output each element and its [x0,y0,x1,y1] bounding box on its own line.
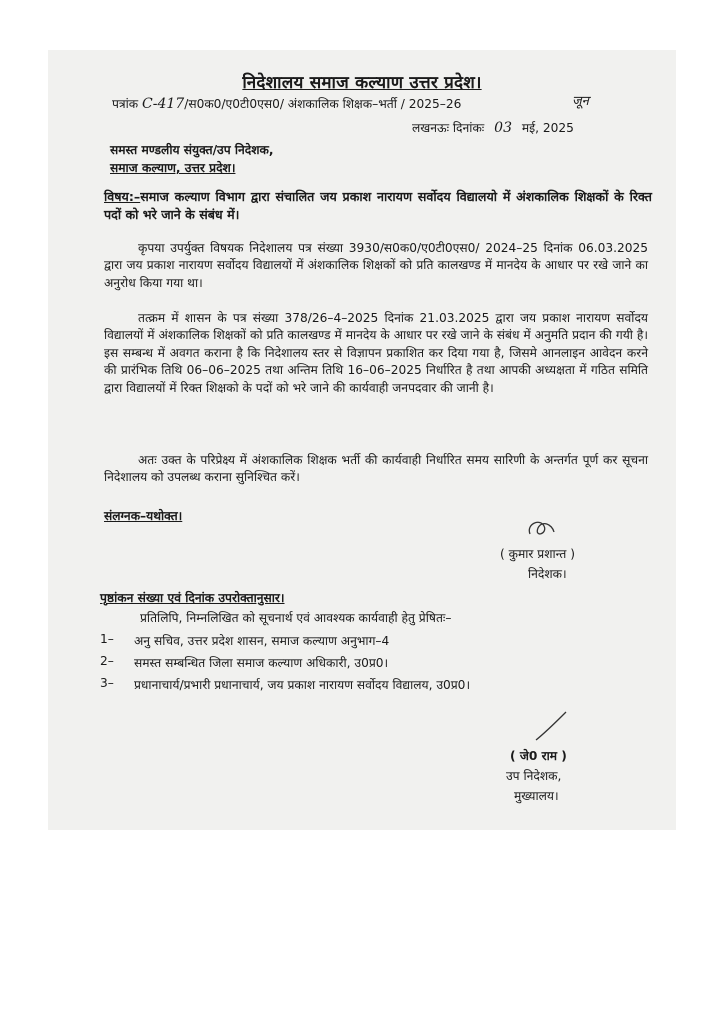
body-paragraph-3: अतः उक्त के परिप्रेक्ष्य में अंशकालिक शिक्षक भर्ती की कार्यवाही निर्धारित समय सारिणी के अन्तर्गत पूर्ण कर सूचना निदेशालय को उपलब्ध कराना सुनिश्चित करें। [104,453,648,485]
director-signature [522,514,562,544]
recipient-line-1: समस्त मण्डलीय संयुक्त/उप निदेशक, [110,143,274,157]
endorsement-intro: प्रतिलिपि, निम्नलिखित को सूचनार्थ एवं आवश्यक कार्यवाही हेतु प्रेषितः– [140,611,452,625]
deputy-director-designation-1: उप निदेशक, [506,769,562,783]
director-designation: निदेशक। [528,567,567,581]
subject-label: विषय:– [104,189,141,204]
deputy-director-signature [532,710,572,744]
copy-item-2-number: 2– [100,654,114,668]
reference-line [112,96,461,112]
body-paragraph-2: तत्क्रम में शासन के पत्र संख्या 378/26–4–2025 दिनांक 21.03.2025 द्वारा जय प्रकाश नारायण सर्वोदय विद्यालयों में अंशकालिक शिक्षकों को प्रति कालखण्ड में मानदेय के आधार पर रखे जाने के संबंध में अनुमति प्रदान की गयी है। इस सम्बन्ध में अवगत कराना है कि निदेशालय स्तर से विज्ञापन प्रकाशित कर दिया गया है, जिसमे आनलाइन आवेदन करने की प्रारंभिक तिथि 06–06–2025 तथा अन्तिम तिथि 16–06–2025 निर्धारित है तथा आपकी अध्यक्षता में गठित समिति द्वारा विद्यालयों में रिक्त शिक्षको के पदों को भरे जाने की कार्यवाही जनपदवार की जानी है। [104,311,648,395]
enclosure-note: संलग्नक–यथोक्त। [104,509,183,523]
deputy-director-name: ( जे0 राम ) [510,749,567,763]
margin-note-handwritten: जून [572,94,589,109]
reference-number-handwritten: C-417 [142,96,185,112]
copy-item-1-text: अनु सचिव, उत्तर प्रदेश शासन, समाज कल्याण अनुभाग–4 [134,634,390,648]
copy-item-2-text: समस्त सम्बन्धित जिला समाज कल्याण अधिकारी, उ0प्र0। [134,656,389,670]
date-day-handwritten: 03 [494,120,512,136]
reference-prefix: पत्रांक [112,97,139,111]
subject-block [104,188,652,224]
letter-page [48,50,676,830]
reference-rest: /स0क0/ए0टी0एस0/ अंशकालिक शिक्षक–भर्ती / 2025–26 [184,97,462,111]
letter-title: निदेशालय समाज कल्याण उत्तर प्रदेश। [242,73,482,93]
deputy-director-designation-2: मुख्यालय। [514,789,559,803]
copy-item-3-text: प्रधानाचार्य/प्रभारी प्रधानाचार्य, जय प्रकाश नारायण सर्वोदय विद्यालय, उ0प्र0। [134,678,471,692]
director-name: ( कुमार प्रशान्त ) [500,547,575,561]
place-date-line [412,120,574,136]
recipient-line-2: समाज कल्याण, उत्तर प्रदेश। [110,161,236,175]
copy-item-3-number: 3– [100,676,114,690]
endorsement-heading: पृष्ठांकन संख्या एवं दिनांक उपरोक्तानुसार। [100,591,285,605]
date-month-year: मई, 2025 [521,121,574,135]
place-date-label: लखनऊः दिनांकः [412,121,485,135]
copy-item-1-number: 1– [100,632,114,646]
subject-text: समाज कल्याण विभाग द्वारा संचालित जय प्रकाश नारायण सर्वोदय विद्यालयो में अंशकालिक शिक्षकों के रिक्त पदों को भरे जाने के संबंध में। [104,189,652,222]
body-paragraph-1: कृपया उपर्युक्त विषयक निदेशालय पत्र संख्या 3930/स0क0/ए0टी0एस0/ 2024–25 दिनांक 06.03.2025 द्वारा जय प्रकाश नारायण सर्वोदय विद्यालयों में अंशकालिक शिक्षकों को प्रति कालखण्ड में मानदेय के आधार पर रखे जाने का अनुरोध किया गया था। [104,241,648,290]
